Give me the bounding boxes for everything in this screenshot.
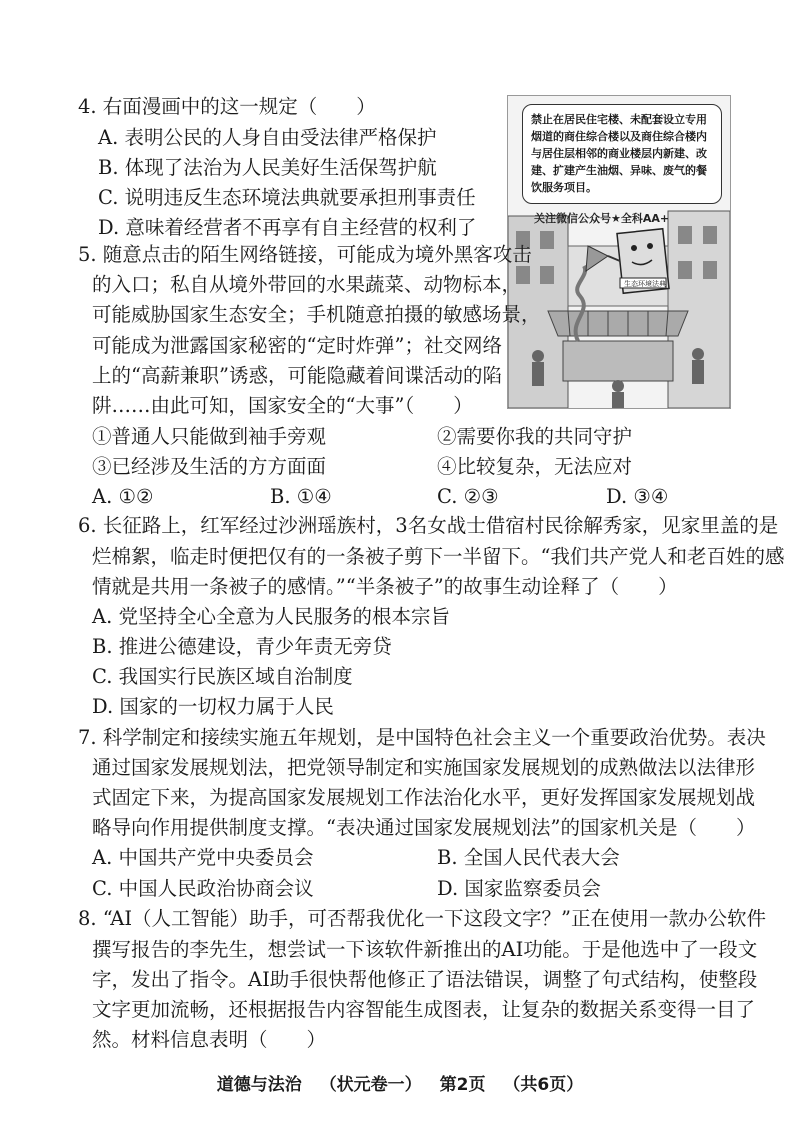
q5-choice-d: D. ③④ <box>606 485 669 508</box>
q6-option-d: D. 国家的一切权力属于人民 <box>92 695 334 718</box>
q7-option-d: D. 国家监察委员会 <box>437 877 601 900</box>
q4-option-b: B. 体现了法治为人民美好生活保驾护航 <box>98 156 437 179</box>
q5-stem-line-4: 可能成为泄露国家秘密的“定时炸弹”；社交网络 <box>92 334 502 357</box>
page-footer <box>0 1070 800 1095</box>
q4-option-d: D. 意味着经营者不再享有自主经营的权利了 <box>98 216 477 239</box>
q7-stem-line-2: 通过国家发展规划法，把党领导制定和实施国家发展规划的成熟做法以法律形 <box>92 756 756 779</box>
q5-stem-line-3: 可能威胁国家生态安全；手机随意拍摄的敏感场景， <box>92 303 541 326</box>
q6-option-c: C. 我国实行民族区域自治制度 <box>92 665 353 688</box>
book-label: 生态环境法典 <box>624 280 666 288</box>
q5-statement-4: ④比较复杂，无法应对 <box>437 455 633 478</box>
q6-stem-line-3: 情就是共用一条被子的感情。”“半条被子”的故事生动诠释了（ ） <box>92 575 678 598</box>
q7-stem-line-3: 式固定下来，为提高国家发展规划工作法治化水平，更好发挥国家发展规划战 <box>92 786 756 809</box>
q7-stem-line-4: 略导向作用提供制度支撑。“表决通过国家发展规划法”的国家机关是（ ） <box>92 816 756 839</box>
q8-stem-line-4: 文字更加流畅，还根据报告内容智能生成图表，让复杂的数据关系变得一目了 <box>92 998 756 1021</box>
q8-stem-line-1: 8. “AI（人工智能）助手，可否帮我优化一下这段文字？”正在使用一款办公软件 <box>78 907 767 930</box>
q8-stem-line-3: 字，发出了指令。AI助手很快帮他修正了语法错误，调整了句式结构，使整段 <box>92 968 758 991</box>
q5-statement-1: ①普通人只能做到袖手旁观 <box>92 425 327 448</box>
footer-page: 第2页 <box>439 1075 486 1095</box>
q5-statement-3: ③已经涉及生活的方方面面 <box>92 455 327 478</box>
q6-option-a: A. 党坚持全心全意为人民服务的根本宗旨 <box>92 605 450 628</box>
q5-stem-line-5: 上的“高薪兼职”诱惑，可能隐藏着间谍活动的陷 <box>92 364 502 387</box>
q7-stem-line-1: 7. 科学制定和接续实施五年规划，是中国特色社会主义一个重要政治优势。表决 <box>78 726 766 749</box>
q6-stem-line-2: 烂棉絮，临走时便把仅有的一条被子剪下一半留下。“我们共产党人和老百姓的感 <box>92 545 785 568</box>
q6-stem-line-1: 6. 长征路上，红军经过沙洲瑶族村，3名女战士借宿村民徐解秀家，见家里盖的是 <box>78 514 779 537</box>
q4-option-a: A. 表明公民的人身自由受法律严格保护 <box>98 126 437 149</box>
q5-choice-c: C. ②③ <box>437 485 499 508</box>
q8-stem-line-5: 然。材料信息表明（ ） <box>92 1028 327 1051</box>
q4-option-c: C. 说明违反生态环境法典就要承担刑事责任 <box>98 186 476 209</box>
q5-stem-line-1: 5. 随意点击的陌生网络链接，可能成为境外黑客攻击 <box>78 243 532 266</box>
q7-option-a: A. 中国共产党中央委员会 <box>92 846 314 869</box>
footer-total: （共6页） <box>503 1075 584 1095</box>
q5-choice-b: B. ①④ <box>270 485 332 508</box>
q6-option-b: B. 推进公德建设，青少年责无旁贷 <box>92 635 392 658</box>
q5-statement-2: ②需要你我的共同守护 <box>437 425 633 448</box>
footer-paper: （状元卷一） <box>319 1075 422 1095</box>
q5-stem-line-2: 的入口；私自从境外带回的水果蔬菜、动物标本， <box>92 273 522 296</box>
q5-stem-line-6: 阱……由此可知，国家安全的“大事”（ ） <box>92 394 473 417</box>
comic-speech-bubble: 禁止在居民住宅楼、未配套设立专用烟道的商住综合楼以及商住综合楼内与居住层相邻的商业楼层内新建、改建、扩建产生油烟、异味、废气的餐饮服务项目。 <box>522 104 722 204</box>
q5-choice-a: A. ①② <box>92 485 154 508</box>
q8-stem-line-2: 撰写报告的李先生，想尝试一下该软件新推出的AI功能。于是他选中了一段文 <box>92 938 758 961</box>
q4-stem: 4. 右面漫画中的这一规定（ ） <box>78 95 376 118</box>
q7-option-c: C. 中国人民政治协商会议 <box>92 877 314 900</box>
footer-subject: 道德与法治 <box>216 1075 302 1095</box>
comic-illustration <box>507 95 731 409</box>
q7-option-b: B. 全国人民代表大会 <box>437 846 620 869</box>
comic-watermark: 关注微信公众号★全科AA+ <box>534 212 670 225</box>
